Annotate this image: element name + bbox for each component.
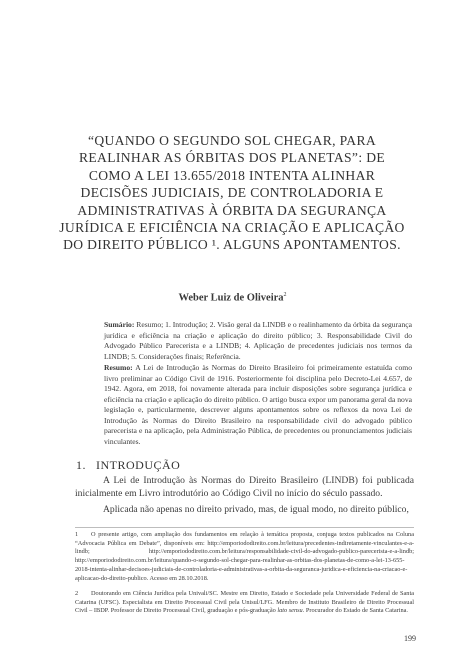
author-footnote-mark: 2 [283, 292, 287, 298]
body-paragraph-1: A Lei de Introdução às Normas do Direito Brasileiro (LINDB) foi publicada inicialmente em Livro introdutório ao Código Civil no início do século passado. [75, 475, 414, 499]
title-line-2: REALINHAR AS ÓRBITAS DOS PLANETAS”: DE [78, 150, 386, 166]
footnote-2-text-a: Doutorando em Ciência Jurídica pela Univali/SC. Mestre em Direito, Estado e Sociedade pela Universidade Federal de Santa Catarina (UFSC). Especialista em Direito Processual Civil pela Unisul/LFG. Membro de Instituto Brasileiro de Direito Processual Civil – IBDP. Professor de Direito Processual Civil, graduação e pós-graduação [75, 590, 414, 615]
footnote-2 [75, 590, 414, 616]
summary-label: Sumário: [104, 320, 135, 329]
title-line-6: JURÍDICA E EFICIÊNCIA NA CRIAÇÃO E APLICAÇÃO [59, 220, 405, 236]
footnote-2-italic: lato sensu [277, 607, 303, 615]
body-paragraph-2: Aplicada não apenas no direito privado, mas, de igual modo, no direito público, [103, 504, 409, 515]
page-number: 199 [404, 634, 416, 643]
abstract-block [104, 363, 412, 447]
footnote-2-text-b: . Procurador do Estado de Santa Catarina. [302, 607, 408, 615]
author-name: Weber Luiz de Oliveira [178, 292, 284, 304]
footnote-divider [75, 527, 414, 528]
section-heading [76, 458, 180, 473]
title-line-1: “QUANDO O SEGUNDO SOL CHEGAR, PARA [87, 133, 377, 148]
title-line-4: DECISÕES JUDICIAIS, DE CONTROLADORIA E [80, 185, 384, 201]
summary-block [104, 320, 412, 362]
author-byline [0, 292, 465, 304]
section-number: 1. [76, 458, 86, 472]
section-title: INTRODUÇÃO [96, 458, 181, 472]
abstract-text: A Lei de Introdução às Normas do Direito Brasileiro foi primeiramente estatuída como livro preliminar ao Código Civil de 1916. Posteriormente foi disciplina pelo Decreto-Lei 4.657, de 1942. Agora, em 2018, foi novamente alterada para incluir disposições sobre segurança jurídica e eficiência na criação e aplicação do direito público. O artigo busca expor um panorama geral da nova legislação e, particularmente, descrever alguns apontamentos sobre os reflexos da nova Lei de Introdução às Normas do Direito Brasileiro na responsabilidade civil do advogado público parecerista e na aplicação, pela Administração Pública, de precedentes ou pronunciamentos judiciais vinculantes. [104, 363, 412, 446]
abstract-label: Resumo: [104, 363, 133, 372]
article-title [56, 132, 408, 254]
footnote-1-number: 1 [75, 531, 79, 538]
title-line-3: COMO A LEI 13.655/2018 INTENTA ALINHAR [88, 167, 376, 183]
footnote-2-number: 2 [75, 590, 79, 597]
title-line-5: ADMINISTRATIVAS À ÓRBITA DA SEGURANÇA [77, 202, 387, 218]
footnote-1-text: O presente artigo, com ampliação dos fundamentos em relação à temática proposta, conjuga textos publicados na Coluna “Advocacia Pública em Debate”, disponíveis em: http://emporiododireito.com.br/leitura/precedentes-indiretamente-vinculantes-e-a-lindb; http://emporiododireito.com.br/leitura/responsabilidade-civil-do-advogado-publico-parecerista-e-a-lindb; http://emporiododireito.com.br/leitura/quando-o-segundo-sol-chegar-para-realinhar-as-orbitas-dos-planetas-de-como-a-lei-13-655-2018-intenta-alinhar-decisoes-judiciais-de-controladoria-e-administrativas-a-orbita-da-seguranca-juridica-e-eficiencia-na-criacao-e-aplicacao-do-direito-publico. Acesso em 28.10.2018. [75, 531, 414, 582]
summary-text: Resumo; 1. Introdução; 2. Visão geral da LINDB e o realinhamento da órbita da segurança jurídica e eficiência na criação e aplicação do direito público; 3. Responsabilidade Civil do Advogado Público Parecerista e a LINDB; 4. Aplicação de precedentes judiciais nos termos da LINDB; 5. Considerações finais; Referência. [104, 320, 412, 361]
title-line-7: DO DIREITO PÚBLICO ¹. ALGUNS APONTAMENTOS. [63, 237, 401, 253]
footnote-1 [75, 531, 414, 583]
